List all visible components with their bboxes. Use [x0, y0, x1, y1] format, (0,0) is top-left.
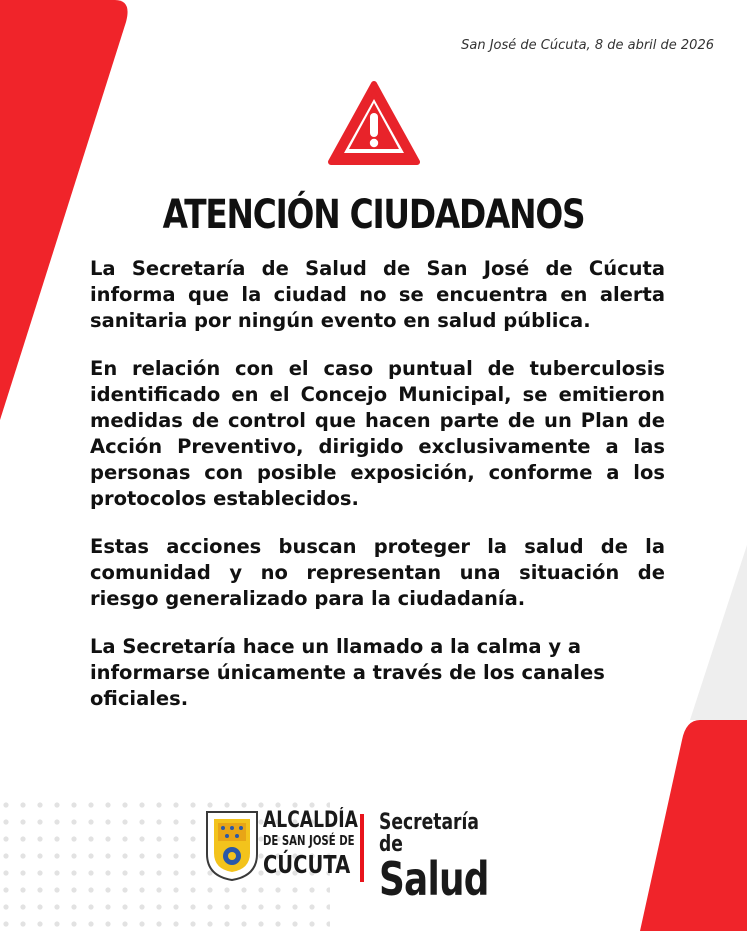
paragraph-call-to-calm: La Secretaría hace un llamado a la calma y a informarse únicamente a través de los canales oficiales. [90, 635, 605, 710]
city-seal-logo [205, 810, 259, 882]
gray-wedge-right [690, 545, 747, 720]
secretaria-wordmark [379, 810, 489, 906]
alcaldia-line-3: CÚCUTA [263, 850, 351, 879]
footer-logos [205, 808, 515, 906]
secretaria-line-1: Secretaría de [379, 810, 479, 857]
red-corner-bottom-right [640, 720, 747, 931]
logo-divider [360, 814, 364, 882]
warning-triangle-icon [328, 80, 420, 166]
alcaldia-line-1: ALCALDÍA [263, 808, 358, 833]
paragraph-tuberculosis-case: En relación con el caso puntual de tuberculosis identificado en el Concejo Municipal, se emitieron medidas de control que hacen parte de un Plan de Acción Preventivo, dirigido exclusivamente a las personas con posible exposición, conforme a los protocolos establecidos. [90, 357, 665, 510]
paragraph-health-status: La Secretaría de Salud de San José de Cúcuta informa que la ciudad no se encuentra en alerta sanitaria por ningún evento en salud pública. [90, 257, 665, 332]
secretaria-line-2: Salud [379, 852, 489, 906]
date-line: San José de Cúcuta, 8 de abril de 2026 [461, 38, 714, 53]
paragraph-preventive-actions: Estas acciones buscan proteger la salud de la comunidad y no representan una situación de riesgo generalizado para la ciudadanía. [90, 535, 665, 610]
alcaldia-line-2: DE SAN JOSÉ DE [263, 834, 355, 849]
page-title: ATENCIÓN CIUDADANOS [162, 192, 585, 238]
alcaldia-wordmark [263, 810, 358, 877]
announcement-body [90, 256, 665, 734]
